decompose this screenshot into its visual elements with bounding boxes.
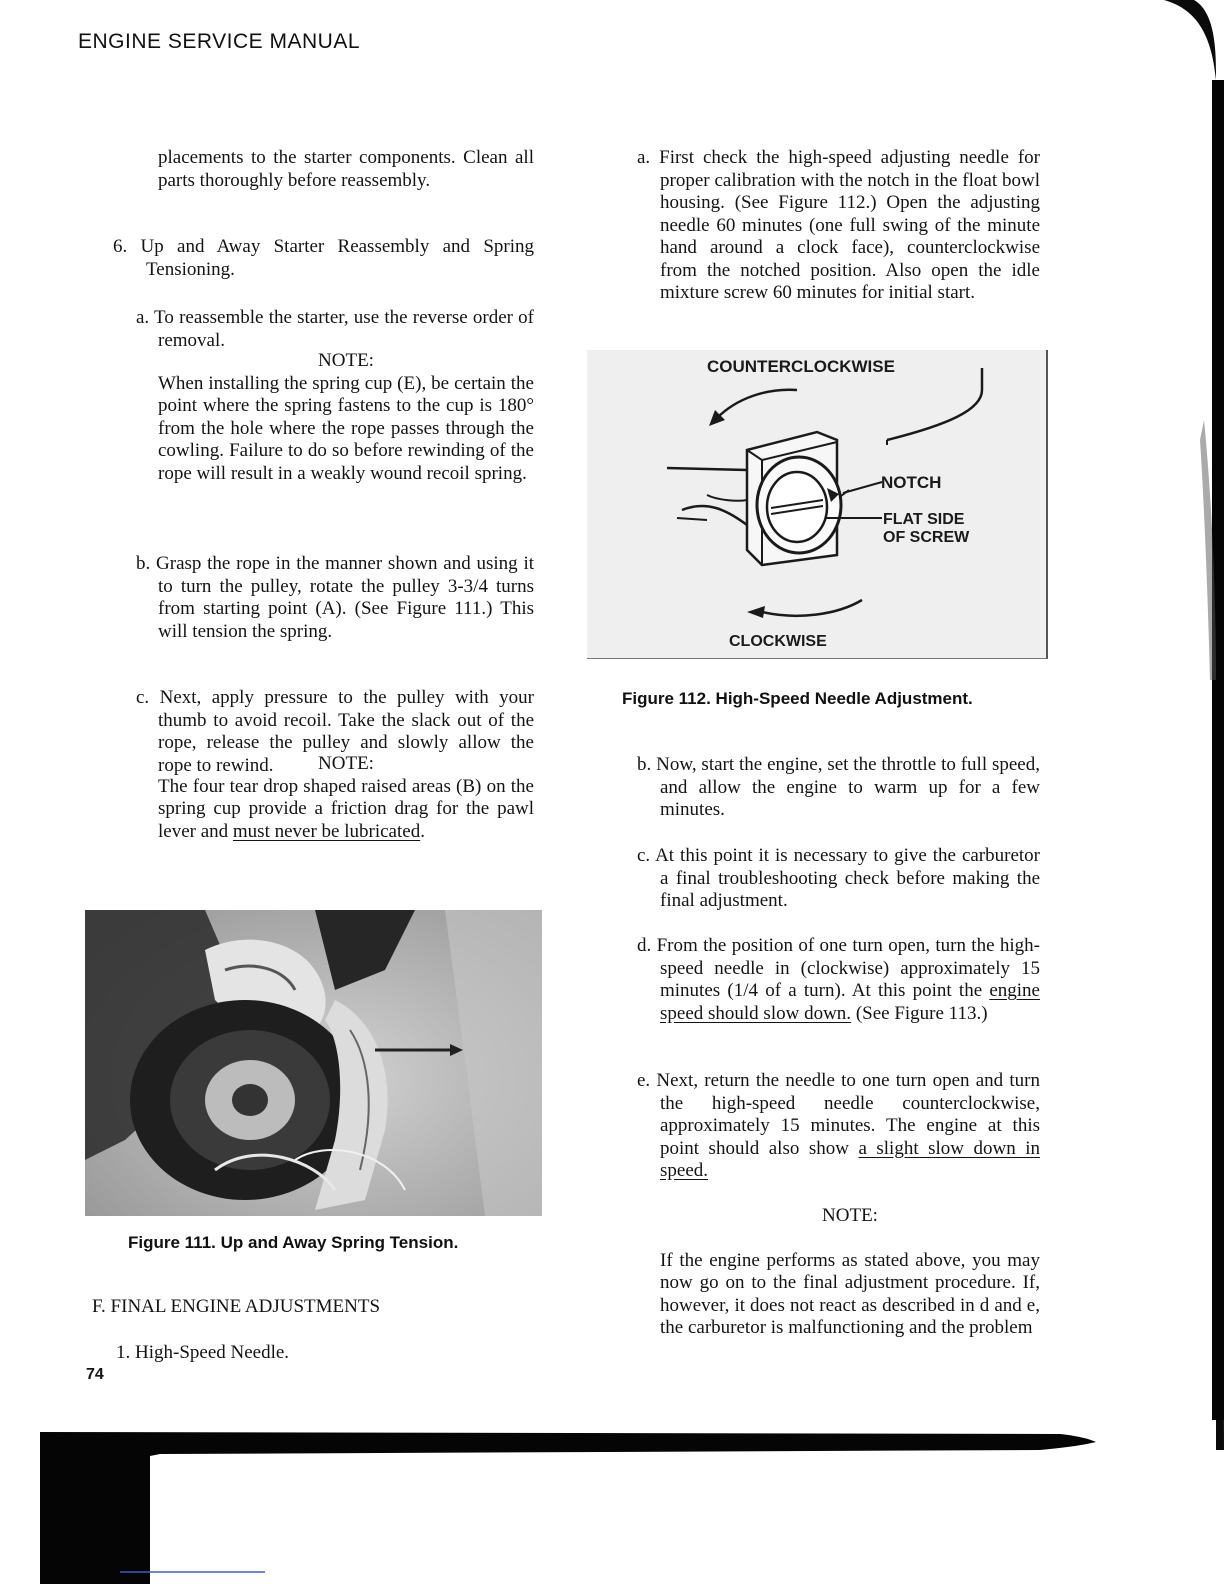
right-step-e: e. Next, return the needle to one turn open and turn the high-speed needle counterclockwise, approximately 15 minutes. The engine at this point should also show a slight slow down in speed. bbox=[637, 1070, 1041, 1181]
underlined-warning: must never be lubricated bbox=[232, 820, 421, 842]
needle-adjustment-diagram bbox=[587, 350, 1046, 658]
right-step-b: b. Now, start the engine, set the throttle to full speed, and allow the engine to warm up for a few minutes. bbox=[637, 754, 1040, 820]
left-intro: placements to the starter components. Clean all parts thoroughly before reassembly. bbox=[158, 147, 534, 191]
scan-bottom-band bbox=[0, 1432, 1224, 1584]
label-of-screw: OF SCREW bbox=[883, 529, 970, 546]
figure-111-photo bbox=[85, 910, 542, 1216]
left-note-1: NOTE: When installing the spring cup (E), be certain the point where the spring fastens to the cup is 180° from the hole where the rope passes through the cowling. Failure to do so before rewinding of the rope will result in a weakly wound recoil spring. bbox=[158, 350, 534, 484]
label-clockwise: CLOCKWISE bbox=[729, 633, 827, 650]
right-step-a: a. First check the high-speed adjusting needle for proper calibration with the notch in the float bowl housing. (See Figure 112.) Open the adjusting needle 60 minutes (one full swing of the minute hand around a clock face), counterclockwise from the notched position. Also open the idle mixture screw 60 minutes for initial start. bbox=[637, 147, 1040, 303]
note-title: NOTE: bbox=[318, 350, 374, 371]
right-note: NOTE: If the engine performs as stated above, you may now go on to the final adjustment procedure. If, however, it does not react as described in d and e, the carburetor is malfunctioning and the problem bbox=[660, 1205, 1040, 1338]
label-flat-side: FLAT SIDE bbox=[883, 511, 965, 528]
left-step-b: b. Grasp the rope in the manner shown and using it to turn the pulley, rotate the pulley 3-3/4 turns from starting point (A). (See Figure 111.) This will tension the spring. bbox=[136, 553, 534, 642]
note-title: NOTE: bbox=[822, 1205, 878, 1226]
label-counterclockwise: COUNTERCLOCKWISE bbox=[707, 357, 895, 376]
right-step-c: c. At this point it is necessary to give the carburetor a final troubleshooting check before making the final adjustment. bbox=[637, 845, 1040, 911]
underlined-slow-down: engine speed should slow down. bbox=[660, 980, 1040, 1024]
underlined-slight-slow-down: a slight slow down in speed. bbox=[660, 1137, 1041, 1181]
note-title: NOTE: bbox=[318, 753, 374, 774]
left-item-6: 6. Up and Away Starter Reassembly and Spring Tensioning. bbox=[113, 236, 534, 280]
item-high-speed-needle: 1. High-Speed Needle. bbox=[116, 1342, 290, 1363]
left-step-c: c. Next, apply pressure to the pulley with your thumb to avoid recoil. Take the slack out of the rope, release the pulley and slowly allow the rope to rewind. bbox=[136, 687, 534, 776]
scan-edge-shadow bbox=[1104, 0, 1224, 1450]
page-number: 74 bbox=[86, 1366, 104, 1383]
page-header: ENGINE SERVICE MANUAL bbox=[78, 30, 361, 53]
label-notch: NOTCH bbox=[881, 473, 942, 492]
left-note-2: NOTE: The four tear drop shaped raised areas (B) on the spring cup provide a friction drag for the pawl lever and must never be lubricated. bbox=[158, 753, 534, 842]
left-step-a: a. To reassemble the starter, use the reverse order of removal. bbox=[136, 307, 534, 351]
spring-tension-photo-image bbox=[85, 910, 542, 1216]
figure-111-caption: Figure 111. Up and Away Spring Tension. bbox=[128, 1233, 459, 1252]
right-step-d: d. From the position of one turn open, turn the high-speed needle in (clockwise) approximately 15 minutes (1/4 of a turn). At this point the engine speed should slow down. (See Figure 113.) bbox=[637, 935, 1040, 1024]
section-final-engine-adjustments: F. FINAL ENGINE ADJUSTMENTS bbox=[92, 1296, 381, 1317]
figure-112-diagram bbox=[587, 350, 1048, 659]
figure-112-caption: Figure 112. High-Speed Needle Adjustment. bbox=[622, 689, 973, 708]
